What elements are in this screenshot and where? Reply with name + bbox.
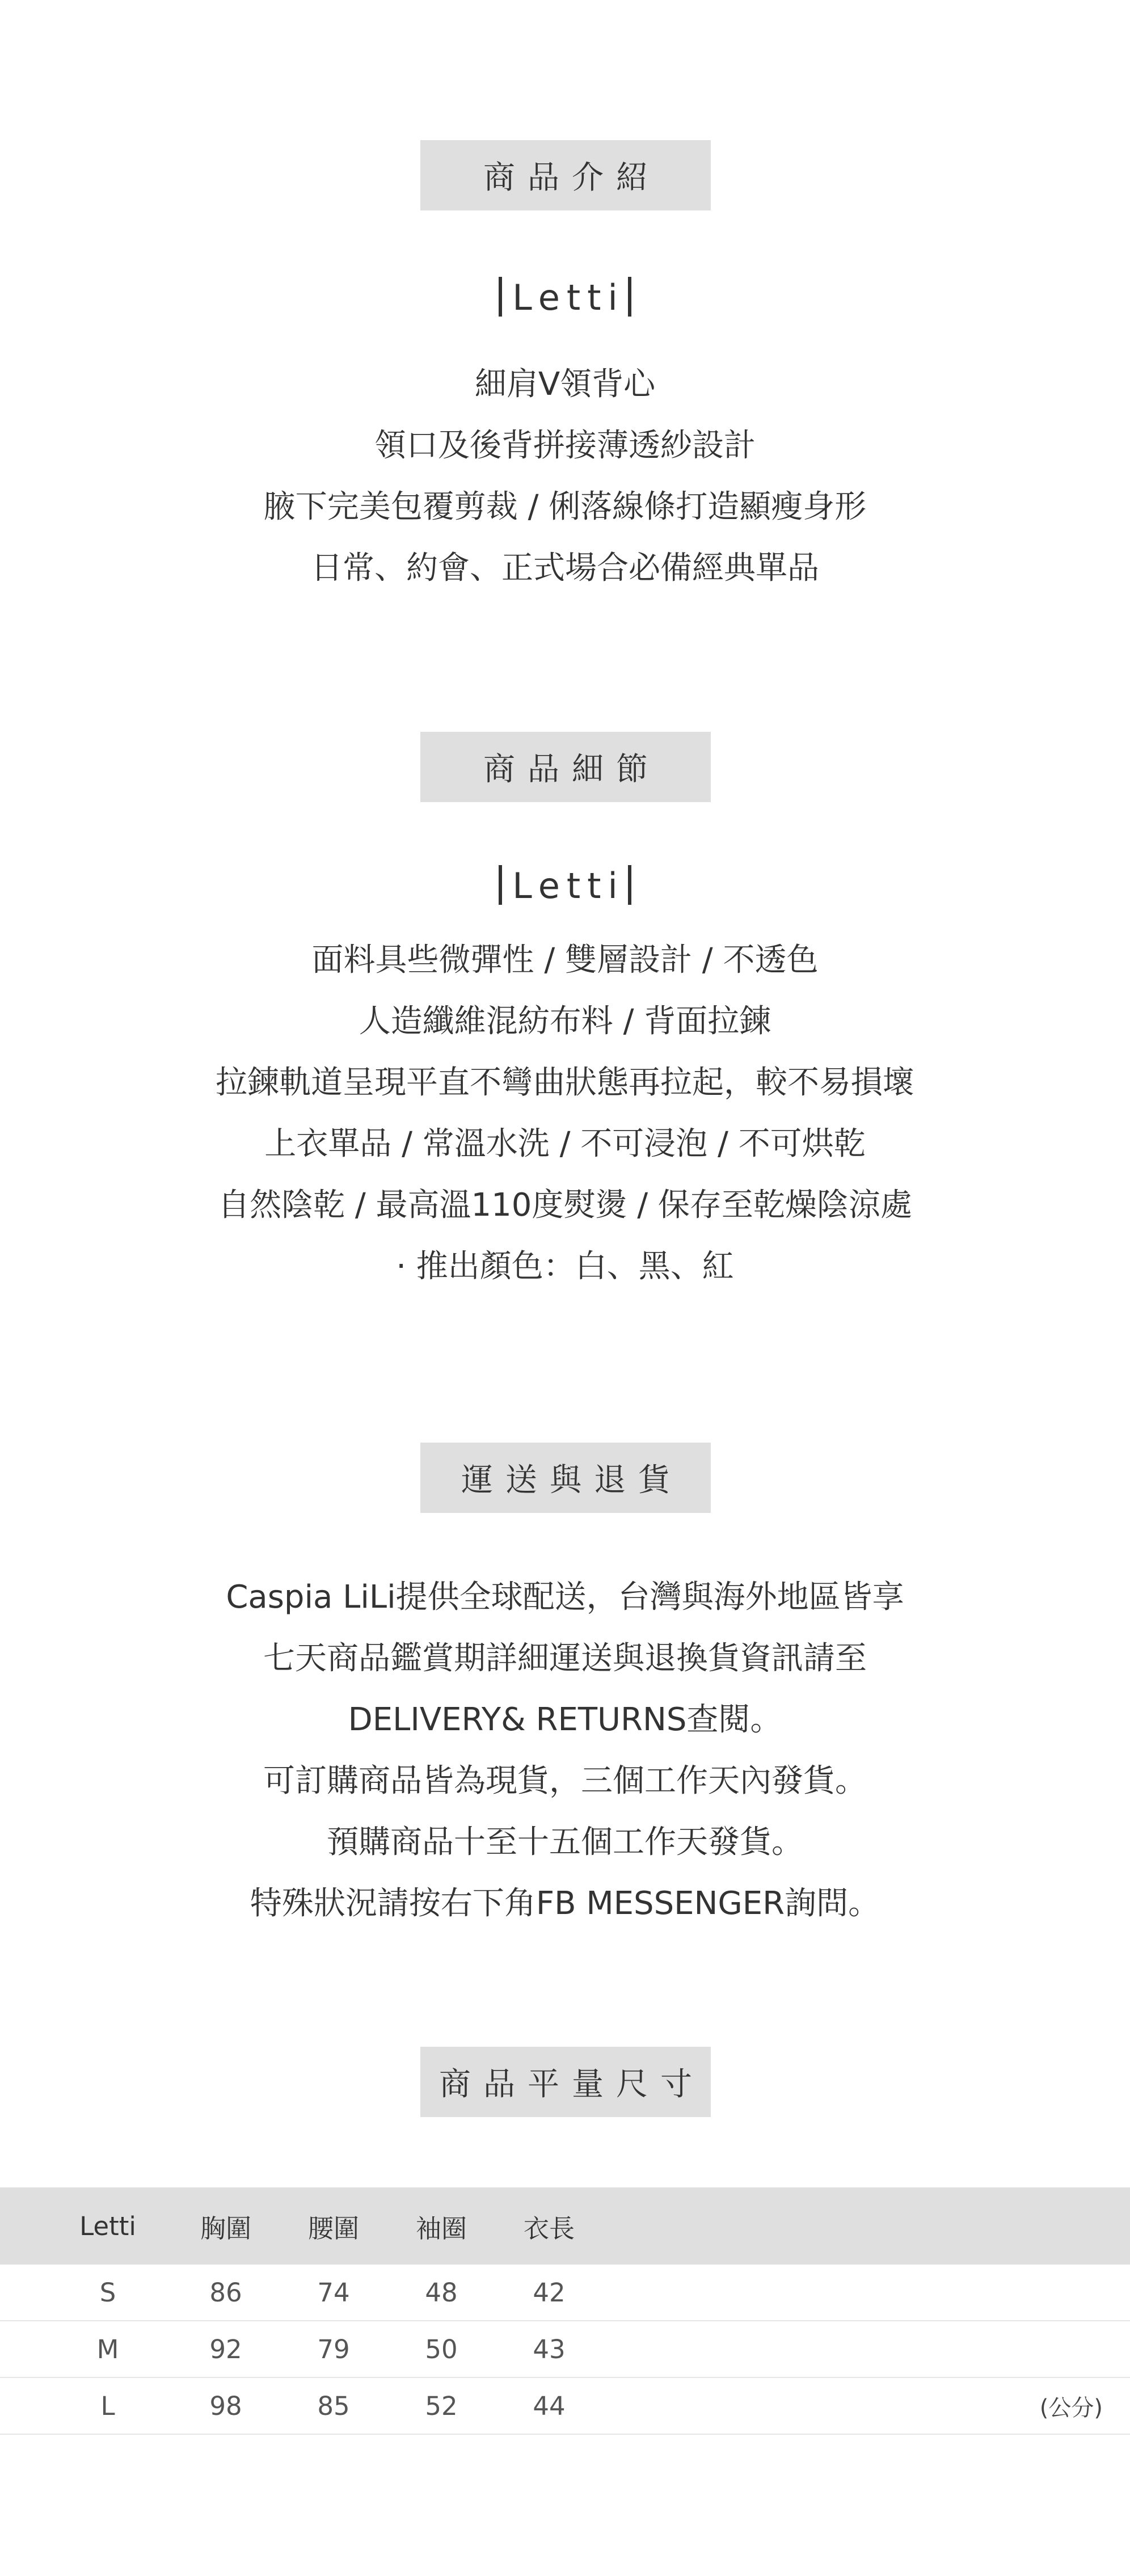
table-cell: 48 xyxy=(425,2277,458,2308)
shipping-text xyxy=(0,1567,1130,1934)
table-cell: 74 xyxy=(317,2277,350,2308)
brand-label-intro xyxy=(0,277,1130,318)
column-header: 衣長 xyxy=(523,2213,575,2244)
intro-text xyxy=(0,354,1130,599)
divider-bar xyxy=(499,865,502,905)
section-heading-shipping-label: 運送與退貨 xyxy=(461,1462,682,1499)
text-line: 預購商品十至十五個工作天發貨。 xyxy=(327,1824,803,1861)
table-cell: 44 xyxy=(533,2391,566,2421)
text-line: 領口及後背拼接薄透紗設計 xyxy=(374,427,756,464)
divider-bar xyxy=(499,277,502,317)
text-line: 日常、約會、正式場合必備經典單品 xyxy=(311,550,819,587)
column-header: Letti xyxy=(79,2211,136,2241)
table-row xyxy=(0,2378,1130,2435)
brand-name: Letti xyxy=(512,865,625,907)
column-header: 袖圈 xyxy=(415,2213,467,2244)
text-line: 人造纖維混紡布料 / 背面拉鍊 xyxy=(359,1003,771,1040)
text-line: 拉鍊軌道呈現平直不彎曲狀態再拉起，較不易損壞 xyxy=(216,1064,914,1101)
table-cell: 79 xyxy=(317,2334,350,2364)
table-cell: 98 xyxy=(209,2391,242,2421)
section-heading-intro-label: 商品介紹 xyxy=(483,159,660,196)
text-line: Caspia LiLi提供全球配送，台灣與海外地區皆享 xyxy=(226,1579,904,1616)
divider-bar xyxy=(628,865,631,905)
unit-label: (公分) xyxy=(1039,2394,1103,2421)
table-cell: 86 xyxy=(209,2277,242,2308)
table-cell: 52 xyxy=(425,2391,458,2421)
text-line: 七天商品鑑賞期詳細運送與退換貨資訊請至 xyxy=(263,1640,867,1677)
text-line: 面料具些微彈性 / 雙層設計 / 不透色 xyxy=(311,942,819,979)
brand-name: Letti xyxy=(512,277,625,318)
text-line: 可訂購商品皆為現貨，三個工作天內發貨。 xyxy=(263,1763,867,1799)
table-cell: 43 xyxy=(533,2334,566,2364)
details-text xyxy=(0,930,1130,1297)
table-cell: 85 xyxy=(317,2391,350,2421)
text-line: 特殊狀況請按右下角FB MESSENGER詢問。 xyxy=(250,1885,880,1922)
size-table-header xyxy=(0,2187,1130,2265)
text-line: 腋下完美包覆剪裁 / 俐落線條打造顯瘦身形 xyxy=(263,488,867,525)
size-cell: M xyxy=(96,2334,119,2364)
section-heading-details-label: 商品細節 xyxy=(483,751,660,788)
table-row xyxy=(0,2265,1130,2321)
column-header: 胸圍 xyxy=(200,2213,251,2244)
text-line: 細肩V領背心 xyxy=(474,366,656,403)
table-cell: 92 xyxy=(209,2334,242,2364)
text-line: DELIVERY& RETURNS查閱。 xyxy=(348,1701,782,1738)
table-row xyxy=(0,2321,1130,2378)
table-cell: 50 xyxy=(425,2334,458,2364)
column-header: 腰圍 xyxy=(307,2213,359,2244)
text-line: 自然陰乾 / 最高溫110度熨燙 / 保存至乾燥陰涼處 xyxy=(218,1187,912,1224)
size-cell: S xyxy=(99,2277,116,2308)
section-heading-size-label: 商品平量尺寸 xyxy=(439,2066,705,2103)
section-heading-details xyxy=(420,732,711,802)
section-heading-intro xyxy=(420,140,711,210)
brand-label-details xyxy=(0,865,1130,907)
section-heading-shipping xyxy=(420,1443,711,1513)
text-line: 上衣單品 / 常溫水洗 / 不可浸泡 / 不可烘乾 xyxy=(264,1125,866,1162)
text-line: · 推出顏色：白、黑、紅 xyxy=(396,1248,734,1285)
table-cell: 42 xyxy=(533,2277,566,2308)
size-table xyxy=(0,2187,1130,2435)
divider-bar xyxy=(628,277,631,317)
section-heading-size xyxy=(420,2047,711,2117)
size-cell: L xyxy=(100,2391,115,2421)
